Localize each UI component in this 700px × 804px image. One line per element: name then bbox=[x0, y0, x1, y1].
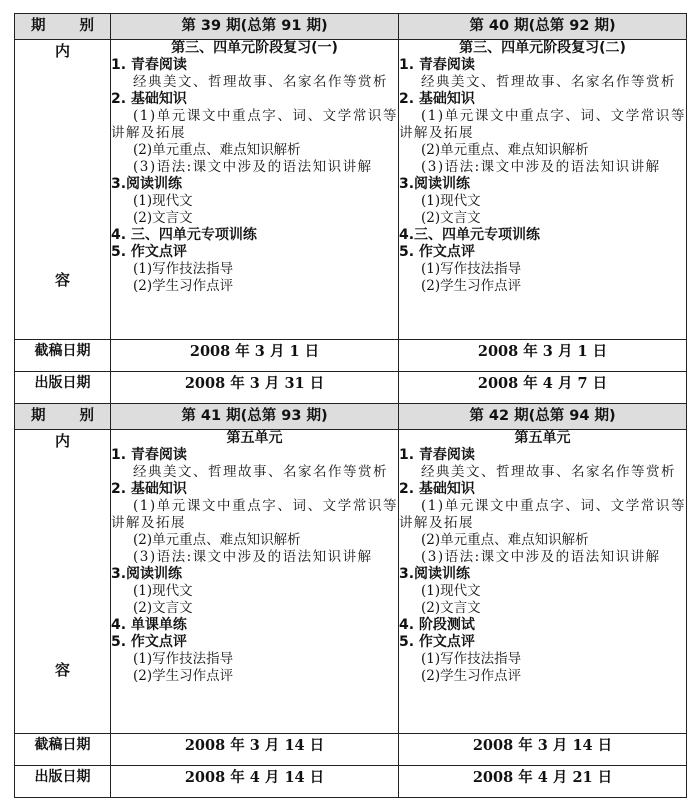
section-item: (1)单元课文中重点字、词、文学常识等讲解及拓展 bbox=[111, 498, 398, 531]
section-item: 经典美文、哲理故事、名家名作等赏析 bbox=[133, 74, 388, 90]
section-item: (2)学生习作点评 bbox=[133, 278, 234, 294]
section-item: (2)文言文 bbox=[133, 210, 193, 226]
publish-row bbox=[15, 766, 687, 798]
deadline-date: 2008 年 3 月 14 日 bbox=[399, 734, 687, 766]
issue-content bbox=[111, 430, 399, 734]
period-label: 期 别 bbox=[15, 14, 111, 40]
publish-label: 出版日期 bbox=[15, 372, 111, 404]
period-row bbox=[15, 14, 687, 40]
publish-date: 2008 年 4 月 14 日 bbox=[111, 766, 399, 798]
section-item: (2)文言文 bbox=[421, 600, 481, 616]
period-row bbox=[15, 404, 687, 430]
section-item: (2)学生习作点评 bbox=[421, 278, 522, 294]
section-heading: 4. 阶段测试 bbox=[399, 617, 475, 633]
content-row bbox=[15, 40, 687, 340]
section-heading: 4. 三、四单元专项训练 bbox=[111, 227, 257, 243]
section-item: 经典美文、哲理故事、名家名作等赏析 bbox=[421, 74, 676, 90]
deadline-date: 2008 年 3 月 1 日 bbox=[111, 340, 399, 372]
section-item: (1)现代文 bbox=[421, 583, 481, 599]
section-heading: 5. 作文点评 bbox=[399, 244, 475, 260]
section-item: (1)写作技法指导 bbox=[133, 651, 234, 667]
publish-row bbox=[15, 372, 687, 404]
section-item: (1)单元课文中重点字、词、文学常识等讲解及拓展 bbox=[399, 498, 686, 531]
period-label: 期 别 bbox=[15, 404, 111, 430]
section-heading: 5. 作文点评 bbox=[111, 244, 187, 260]
issue-header: 第 41 期(总第 93 期) bbox=[111, 404, 399, 430]
section-heading: 3.阅读训练 bbox=[399, 176, 471, 192]
section-item: (2)学生习作点评 bbox=[421, 668, 522, 684]
publish-label: 出版日期 bbox=[15, 766, 111, 798]
issue-header: 第 42 期(总第 94 期) bbox=[399, 404, 687, 430]
section-heading: 5. 作文点评 bbox=[111, 634, 187, 650]
content-label: 内 容 bbox=[15, 40, 111, 340]
publish-date: 2008 年 4 月 7 日 bbox=[399, 372, 687, 404]
issue-content bbox=[399, 40, 687, 340]
section-item: (1)单元课文中重点字、词、文学常识等讲解及拓展 bbox=[399, 108, 686, 141]
section-item: (3)语法:课文中涉及的语法知识讲解 bbox=[133, 159, 373, 175]
issue-title: 第三、四单元阶段复习(一) bbox=[171, 40, 338, 56]
deadline-label: 截稿日期 bbox=[15, 734, 111, 766]
issue-title: 第五单元 bbox=[514, 430, 571, 446]
section-heading: 1. 青春阅读 bbox=[111, 447, 187, 463]
section-item: (2)文言文 bbox=[133, 600, 193, 616]
section-heading: 2. 基础知识 bbox=[399, 91, 475, 107]
issue-header: 第 40 期(总第 92 期) bbox=[399, 14, 687, 40]
section-item: (3)语法:课文中涉及的语法知识讲解 bbox=[421, 159, 661, 175]
section-item: (1)写作技法指导 bbox=[421, 261, 522, 277]
section-item: (1)写作技法指导 bbox=[421, 651, 522, 667]
deadline-row bbox=[15, 734, 687, 766]
section-heading: 3.阅读训练 bbox=[111, 566, 183, 582]
issue-title: 第五单元 bbox=[226, 430, 283, 446]
section-item: (1)现代文 bbox=[421, 193, 481, 209]
schedule-table bbox=[14, 13, 687, 798]
issue-content bbox=[111, 40, 399, 340]
section-item: (1)现代文 bbox=[133, 583, 193, 599]
section-heading: 5. 作文点评 bbox=[399, 634, 475, 650]
section-heading: 4.三、四单元专项训练 bbox=[399, 227, 541, 243]
section-item: (1)写作技法指导 bbox=[133, 261, 234, 277]
section-heading: 2. 基础知识 bbox=[399, 481, 475, 497]
deadline-label: 截稿日期 bbox=[15, 340, 111, 372]
section-item: (1)现代文 bbox=[133, 193, 193, 209]
publish-date: 2008 年 3 月 31 日 bbox=[111, 372, 399, 404]
section-heading: 1. 青春阅读 bbox=[399, 447, 475, 463]
section-item: (2)文言文 bbox=[421, 210, 481, 226]
deadline-date: 2008 年 3 月 14 日 bbox=[111, 734, 399, 766]
section-item: 经典美文、哲理故事、名家名作等赏析 bbox=[133, 464, 388, 480]
issue-title: 第三、四单元阶段复习(二) bbox=[459, 40, 626, 56]
content-row bbox=[15, 430, 687, 734]
section-heading: 1. 青春阅读 bbox=[399, 57, 475, 73]
section-heading: 2. 基础知识 bbox=[111, 481, 187, 497]
section-heading: 2. 基础知识 bbox=[111, 91, 187, 107]
section-heading: 1. 青春阅读 bbox=[111, 57, 187, 73]
deadline-date: 2008 年 3 月 1 日 bbox=[399, 340, 687, 372]
publish-date: 2008 年 4 月 21 日 bbox=[399, 766, 687, 798]
issue-header: 第 39 期(总第 91 期) bbox=[111, 14, 399, 40]
section-item: (1)单元课文中重点字、词、文学常识等讲解及拓展 bbox=[111, 108, 398, 141]
section-item: (2)单元重点、难点知识解析 bbox=[133, 532, 301, 548]
section-item: 经典美文、哲理故事、名家名作等赏析 bbox=[421, 464, 676, 480]
section-heading: 3.阅读训练 bbox=[111, 176, 183, 192]
section-item: (3)语法:课文中涉及的语法知识讲解 bbox=[133, 549, 373, 565]
content-label: 内 容 bbox=[15, 430, 111, 734]
section-item: (2)单元重点、难点知识解析 bbox=[133, 142, 301, 158]
section-item: (2)学生习作点评 bbox=[133, 668, 234, 684]
deadline-row bbox=[15, 340, 687, 372]
section-item: (3)语法:课文中涉及的语法知识讲解 bbox=[421, 549, 661, 565]
issue-content bbox=[399, 430, 687, 734]
section-item: (2)单元重点、难点知识解析 bbox=[421, 142, 589, 158]
section-item: (2)单元重点、难点知识解析 bbox=[421, 532, 589, 548]
section-heading: 3.阅读训练 bbox=[399, 566, 471, 582]
section-heading: 4. 单课单练 bbox=[111, 617, 187, 633]
